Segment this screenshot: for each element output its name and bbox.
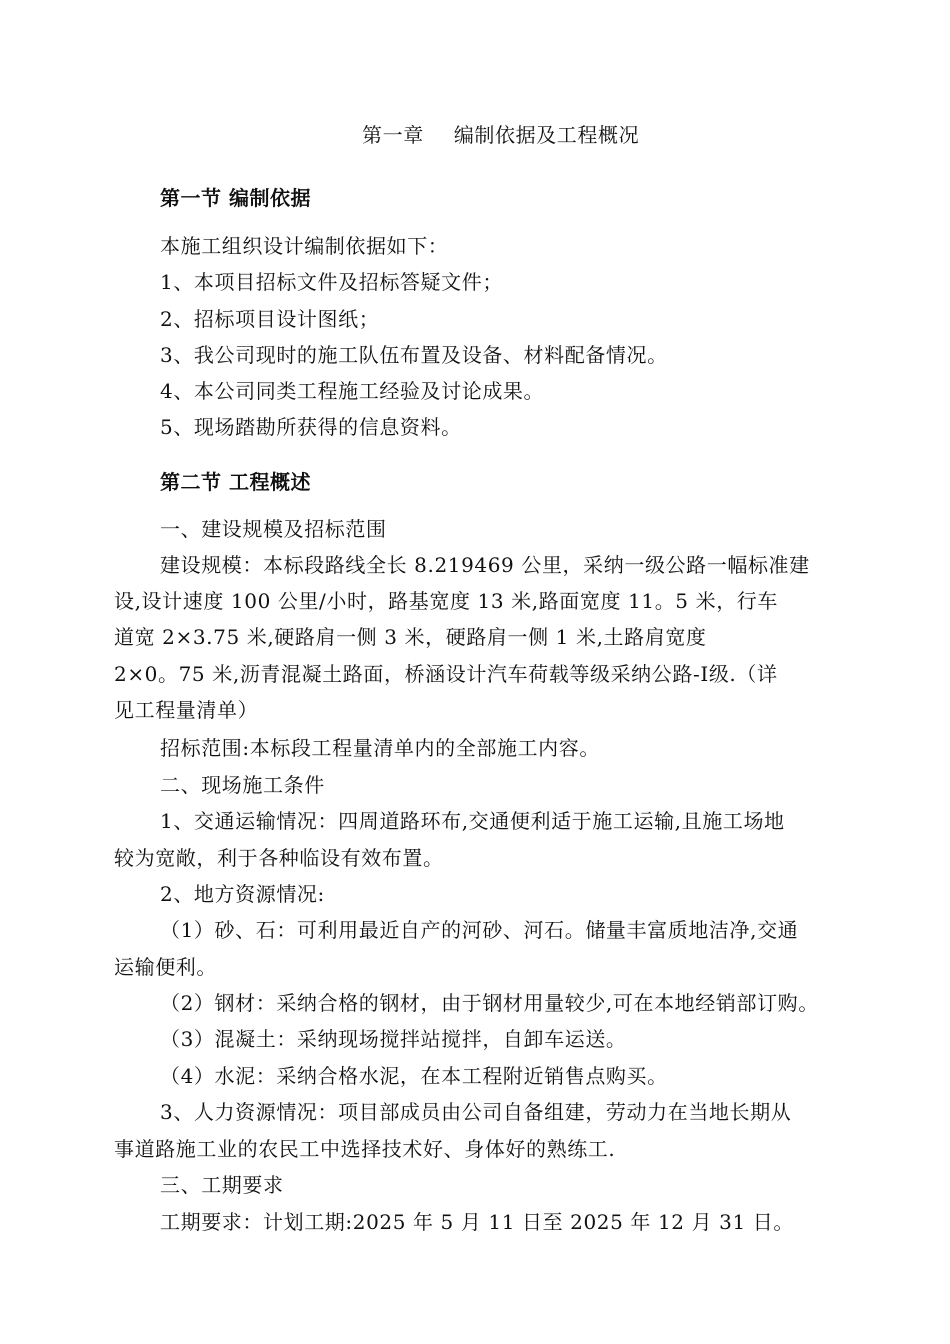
paragraph-line: 工期要求：计划工期:2025 年 5 月 11 日至 2025 年 12 月 31 日。 bbox=[160, 1210, 794, 1234]
paragraph-line: （2）钢材：采纳合格的钢材，由于钢材用量较少,可在本地经销部订购。 bbox=[160, 991, 819, 1015]
paragraph-line: 3、人力资源情况：项目部成员由公司自备组建，劳动力在当地长期从 bbox=[160, 1100, 792, 1124]
section-heading-1: 第一节 编制依据 bbox=[160, 186, 311, 210]
paragraph-line: 道宽 2×3.75 米,硬路肩一侧 3 米，硬路肩一侧 1 米,土路肩宽度 bbox=[114, 625, 707, 649]
paragraph-line: 较为宽敞，利于各种临设有效布置。 bbox=[114, 846, 444, 870]
section-heading-2: 第二节 工程概述 bbox=[160, 470, 311, 494]
subheading: 一、建设规模及招标范围 bbox=[160, 517, 387, 541]
chapter-title bbox=[362, 123, 639, 147]
paragraph-line: 1、交通运输情况：四周道路环布,交通便利适于施工运输,且施工场地 bbox=[160, 809, 785, 833]
basis-item: 5、现场踏勘所获得的信息资料。 bbox=[160, 415, 462, 439]
paragraph-line: 2×0。75 米,沥青混凝土路面，桥涵设计汽车荷载等级采纳公路-Ⅰ级.（详 bbox=[114, 662, 778, 686]
chapter-name: 编制依据及工程概况 bbox=[453, 123, 640, 147]
paragraph-line: （4）水泥：采纳合格水泥，在本工程附近销售点购买。 bbox=[160, 1064, 668, 1088]
paragraph-line: 2、地方资源情况: bbox=[160, 882, 325, 906]
paragraph-line: （1）砂、石：可利用最近自产的河砂、河石。储量丰富质地洁净,交通 bbox=[160, 918, 799, 942]
subheading: 二、现场施工条件 bbox=[160, 773, 325, 797]
basis-item: 4、本公司同类工程施工经验及讨论成果。 bbox=[160, 379, 545, 403]
subheading: 三、工期要求 bbox=[160, 1173, 284, 1197]
basis-item: 1、本项目招标文件及招标答疑文件； bbox=[160, 270, 503, 294]
paragraph-line: 事道路施工业的农民工中选择技术好、身体好的熟练工. bbox=[114, 1137, 616, 1161]
basis-item: 3、我公司现时的施工队伍布置及设备、材料配备情况。 bbox=[160, 343, 668, 367]
paragraph-line: 见工程量清单） bbox=[114, 698, 259, 722]
paragraph-line: 招标范围:本标段工程量清单内的全部施工内容。 bbox=[160, 736, 600, 760]
paragraph-line: 设,设计速度 100 公里/小时，路基宽度 13 米,路面宽度 11。5 米，行车 bbox=[114, 589, 778, 613]
paragraph-line: （3）混凝土：采纳现场搅拌站搅拌，自卸车运送。 bbox=[160, 1027, 627, 1051]
basis-intro: 本施工组织设计编制依据如下： bbox=[160, 234, 449, 258]
paragraph-line: 建设规模：本标段路线全长 8.219469 公里，采纳一级公路一幅标准建 bbox=[160, 553, 810, 577]
paragraph-line: 运输便利。 bbox=[114, 955, 217, 979]
chapter-number: 第一章 bbox=[362, 123, 424, 147]
basis-item: 2、招标项目设计图纸； bbox=[160, 307, 380, 331]
